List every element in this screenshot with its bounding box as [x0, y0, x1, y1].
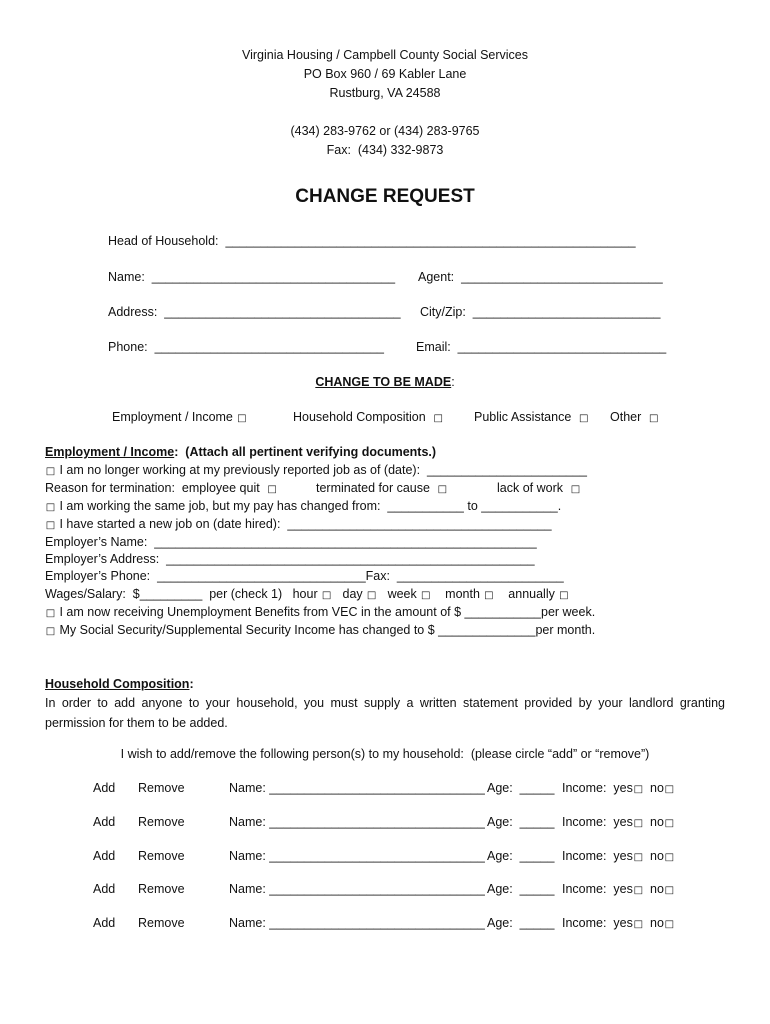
household-composition-heading — [45, 677, 194, 691]
option-employment[interactable] — [112, 410, 247, 424]
add-option[interactable] — [93, 849, 115, 863]
income-yes-option[interactable] — [562, 815, 644, 829]
person-age-field-label: Age: _____ — [487, 916, 555, 930]
person-name-field[interactable] — [229, 781, 485, 795]
income-no-option[interactable] — [650, 781, 675, 795]
wage-day-label: day — [342, 587, 363, 601]
org-name: Virginia Housing / Campbell County Social Services — [241, 48, 529, 62]
employment-heading — [45, 445, 436, 459]
income-yes-option[interactable] — [562, 916, 644, 930]
person-age-field-label: Age: _____ — [487, 815, 555, 829]
person-name-field-label: Name: _______________________________ — [229, 815, 485, 829]
person-age-field[interactable] — [487, 781, 554, 795]
person-age-field-label: Age: _____ — [487, 882, 555, 896]
person-name-field-label: Name: _______________________________ — [229, 849, 485, 863]
checkbox-icon[interactable]: □ — [559, 590, 569, 601]
option-employment-label: Employment / Income — [112, 410, 233, 424]
wage-annually-label: annually — [508, 587, 555, 601]
person-name-field[interactable] — [229, 916, 485, 930]
termination-reason-text: Reason for termination: employee quit — [45, 481, 260, 495]
checkbox-icon[interactable]: □ — [633, 852, 644, 863]
income-no-option[interactable] — [650, 815, 675, 829]
checkbox-icon[interactable]: □ — [633, 919, 644, 930]
option-other-label: Other — [610, 410, 642, 424]
email-field[interactable]: Email: ______________________________ — [416, 340, 667, 354]
phone-field[interactable]: Phone: _________________________________ — [108, 340, 384, 354]
termination-lack-of-work-label: lack of work — [497, 481, 563, 495]
employment-line-ssi[interactable] — [45, 623, 595, 637]
checkbox-icon[interactable]: □ — [237, 413, 247, 424]
checkbox-icon[interactable]: □ — [421, 590, 431, 601]
address-field[interactable]: Address: __________________________________ — [108, 305, 401, 319]
employment-line-unemployment[interactable] — [45, 605, 595, 619]
name-field[interactable]: Name: ___________________________________ — [108, 270, 396, 284]
checkbox-icon[interactable]: □ — [366, 590, 377, 601]
remove-option-label: Remove — [138, 916, 185, 930]
checkbox-icon[interactable]: □ — [45, 502, 56, 513]
add-option[interactable] — [93, 882, 115, 896]
termination-lack-of-work[interactable] — [497, 481, 581, 495]
wage-week-label: week — [387, 587, 417, 601]
income-no-option-label: no — [650, 849, 664, 863]
employer-name-field[interactable]: Employer’s Name: _______________________________________________________ — [45, 535, 537, 549]
remove-option-label: Remove — [138, 849, 185, 863]
checkbox-icon[interactable]: □ — [45, 626, 56, 637]
add-option[interactable] — [93, 781, 115, 795]
wage-month-label: month — [445, 587, 480, 601]
household-composition-paragraph: In order to add anyone to your household, you must supply a written statement provided by your landlord granting permission for them to be added. — [45, 696, 725, 730]
option-public-assistance[interactable] — [474, 410, 589, 424]
income-yes-option-label: Income: yes — [562, 815, 633, 829]
income-yes-option-label: Income: yes — [562, 916, 633, 930]
person-age-field-label: Age: _____ — [487, 781, 555, 795]
employer-phone-fax-field[interactable]: Employer’s Phone: ______________________________Fax: ________________________ — [45, 569, 564, 583]
option-other[interactable] — [610, 410, 659, 424]
income-no-option[interactable] — [650, 916, 675, 930]
person-age-field[interactable] — [487, 849, 554, 863]
checkbox-icon[interactable]: □ — [633, 818, 644, 829]
checkbox-icon[interactable]: □ — [633, 885, 644, 896]
checkbox-icon[interactable]: □ — [267, 484, 277, 495]
termination-reason-label — [45, 481, 278, 495]
option-household-label: Household Composition — [293, 410, 426, 424]
person-age-field[interactable] — [487, 882, 554, 896]
checkbox-icon[interactable]: □ — [45, 608, 56, 619]
checkbox-icon[interactable]: □ — [579, 413, 589, 424]
person-age-field-label: Age: _____ — [487, 849, 555, 863]
option-household[interactable] — [293, 410, 444, 424]
employment-line-new-job[interactable] — [45, 517, 552, 531]
household-instruction: I wish to add/remove the following person(s) to my household: (please circle “add” or “remove”) — [120, 747, 650, 761]
income-yes-option-label: Income: yes — [562, 781, 633, 795]
remove-option-label: Remove — [138, 781, 185, 795]
checkbox-icon[interactable]: □ — [45, 466, 56, 477]
checkbox-icon[interactable]: □ — [570, 484, 581, 495]
remove-option[interactable] — [138, 882, 185, 896]
income-no-option[interactable] — [650, 882, 675, 896]
income-no-option-label: no — [650, 781, 664, 795]
checkbox-icon[interactable]: □ — [648, 413, 659, 424]
checkbox-icon[interactable]: □ — [433, 413, 443, 424]
checkbox-icon[interactable]: □ — [45, 520, 56, 531]
income-no-option-label: no — [650, 882, 664, 896]
income-yes-option-label: Income: yes — [562, 849, 633, 863]
person-name-field-label: Name: _______________________________ — [229, 916, 485, 930]
household-composition-heading-colon: : — [189, 677, 194, 691]
employment-line-3-text: I am working the same job, but my pay has changed from: ___________ to ___________. — [56, 499, 562, 513]
change-heading-label: CHANGE TO BE MADE — [315, 375, 452, 389]
city-zip-field[interactable]: City/Zip: ___________________________ — [420, 305, 661, 319]
org-fax: Fax: (434) 332-9873 — [326, 143, 444, 157]
employment-line-no-longer-working[interactable] — [45, 463, 587, 477]
checkbox-icon[interactable]: □ — [633, 784, 644, 795]
org-address-line-1: PO Box 960 / 69 Kabler Lane — [303, 67, 467, 81]
add-option[interactable] — [93, 916, 115, 930]
add-option-label: Add — [93, 882, 116, 896]
form-title: CHANGE REQUEST — [295, 186, 475, 207]
employment-heading-label: Employment / Income — [45, 445, 175, 459]
employment-line-10-text: My Social Security/Supplemental Security Income has changed to $ ______________per month. — [56, 623, 596, 637]
income-yes-option[interactable] — [562, 781, 644, 795]
agent-field[interactable]: Agent: _____________________________ — [418, 270, 663, 284]
add-option-label: Add — [93, 815, 116, 829]
checkbox-icon[interactable]: □ — [484, 590, 494, 601]
head-of-household-field[interactable]: Head of Household: ___________________________________________________________ — [108, 234, 636, 248]
change-heading — [0, 375, 770, 389]
remove-option[interactable] — [138, 815, 185, 829]
income-yes-option[interactable] — [562, 849, 644, 863]
checkbox-icon[interactable]: □ — [664, 818, 675, 829]
remove-option[interactable] — [138, 916, 185, 930]
person-name-field[interactable] — [229, 815, 485, 829]
person-name-field[interactable] — [229, 849, 485, 863]
person-age-field[interactable] — [487, 815, 554, 829]
change-heading-colon: : — [451, 375, 455, 389]
person-name-field-label: Name: _______________________________ — [229, 781, 485, 795]
remove-option-label: Remove — [138, 815, 185, 829]
add-option-label: Add — [93, 849, 116, 863]
person-name-field-label: Name: _______________________________ — [229, 882, 485, 896]
option-public-label: Public Assistance — [474, 410, 572, 424]
income-yes-option-label: Income: yes — [562, 882, 633, 896]
income-no-option-label: no — [650, 815, 664, 829]
employment-line-pay-changed[interactable] — [45, 499, 561, 513]
add-option-label: Add — [93, 916, 116, 930]
employment-line-9-text: I am now receiving Unemployment Benefits from VEC in the amount of $ ___________per week. — [56, 605, 596, 619]
checkbox-icon[interactable]: □ — [664, 885, 675, 896]
remove-option-label: Remove — [138, 882, 185, 896]
org-address-line-2: Rustburg, VA 24588 — [329, 86, 441, 100]
termination-for-cause-label: terminated for cause — [316, 481, 430, 495]
employment-line-4-text: I have started a new job on (date hired): ______________________________________ — [56, 517, 552, 531]
wages-label: Wages/Salary: $_________ per (check 1) hour — [45, 587, 318, 601]
person-age-field[interactable] — [487, 916, 554, 930]
employment-heading-note: : (Attach all pertinent verifying documents.) — [174, 445, 437, 459]
income-yes-option[interactable] — [562, 882, 644, 896]
add-option[interactable] — [93, 815, 115, 829]
household-composition-heading-label: Household Composition — [45, 677, 190, 691]
remove-option[interactable] — [138, 781, 185, 795]
checkbox-icon[interactable]: □ — [664, 784, 675, 795]
checkbox-icon[interactable]: □ — [664, 919, 675, 930]
checkbox-icon[interactable]: □ — [664, 852, 675, 863]
org-phone: (434) 283-9762 or (434) 283-9765 — [290, 124, 480, 138]
employer-address-field[interactable]: Employer’s Address: _____________________________________________________ — [45, 552, 535, 566]
wages-salary-line[interactable] — [45, 587, 569, 601]
checkbox-icon[interactable]: □ — [437, 484, 448, 495]
employment-line-1-text: I am no longer working at my previously reported job as of (date): _______________________ — [56, 463, 587, 477]
person-name-field[interactable] — [229, 882, 485, 896]
add-option-label: Add — [93, 781, 116, 795]
termination-for-cause[interactable] — [316, 481, 448, 495]
income-no-option[interactable] — [650, 849, 675, 863]
income-no-option-label: no — [650, 916, 664, 930]
checkbox-icon[interactable]: □ — [321, 590, 332, 601]
remove-option[interactable] — [138, 849, 185, 863]
